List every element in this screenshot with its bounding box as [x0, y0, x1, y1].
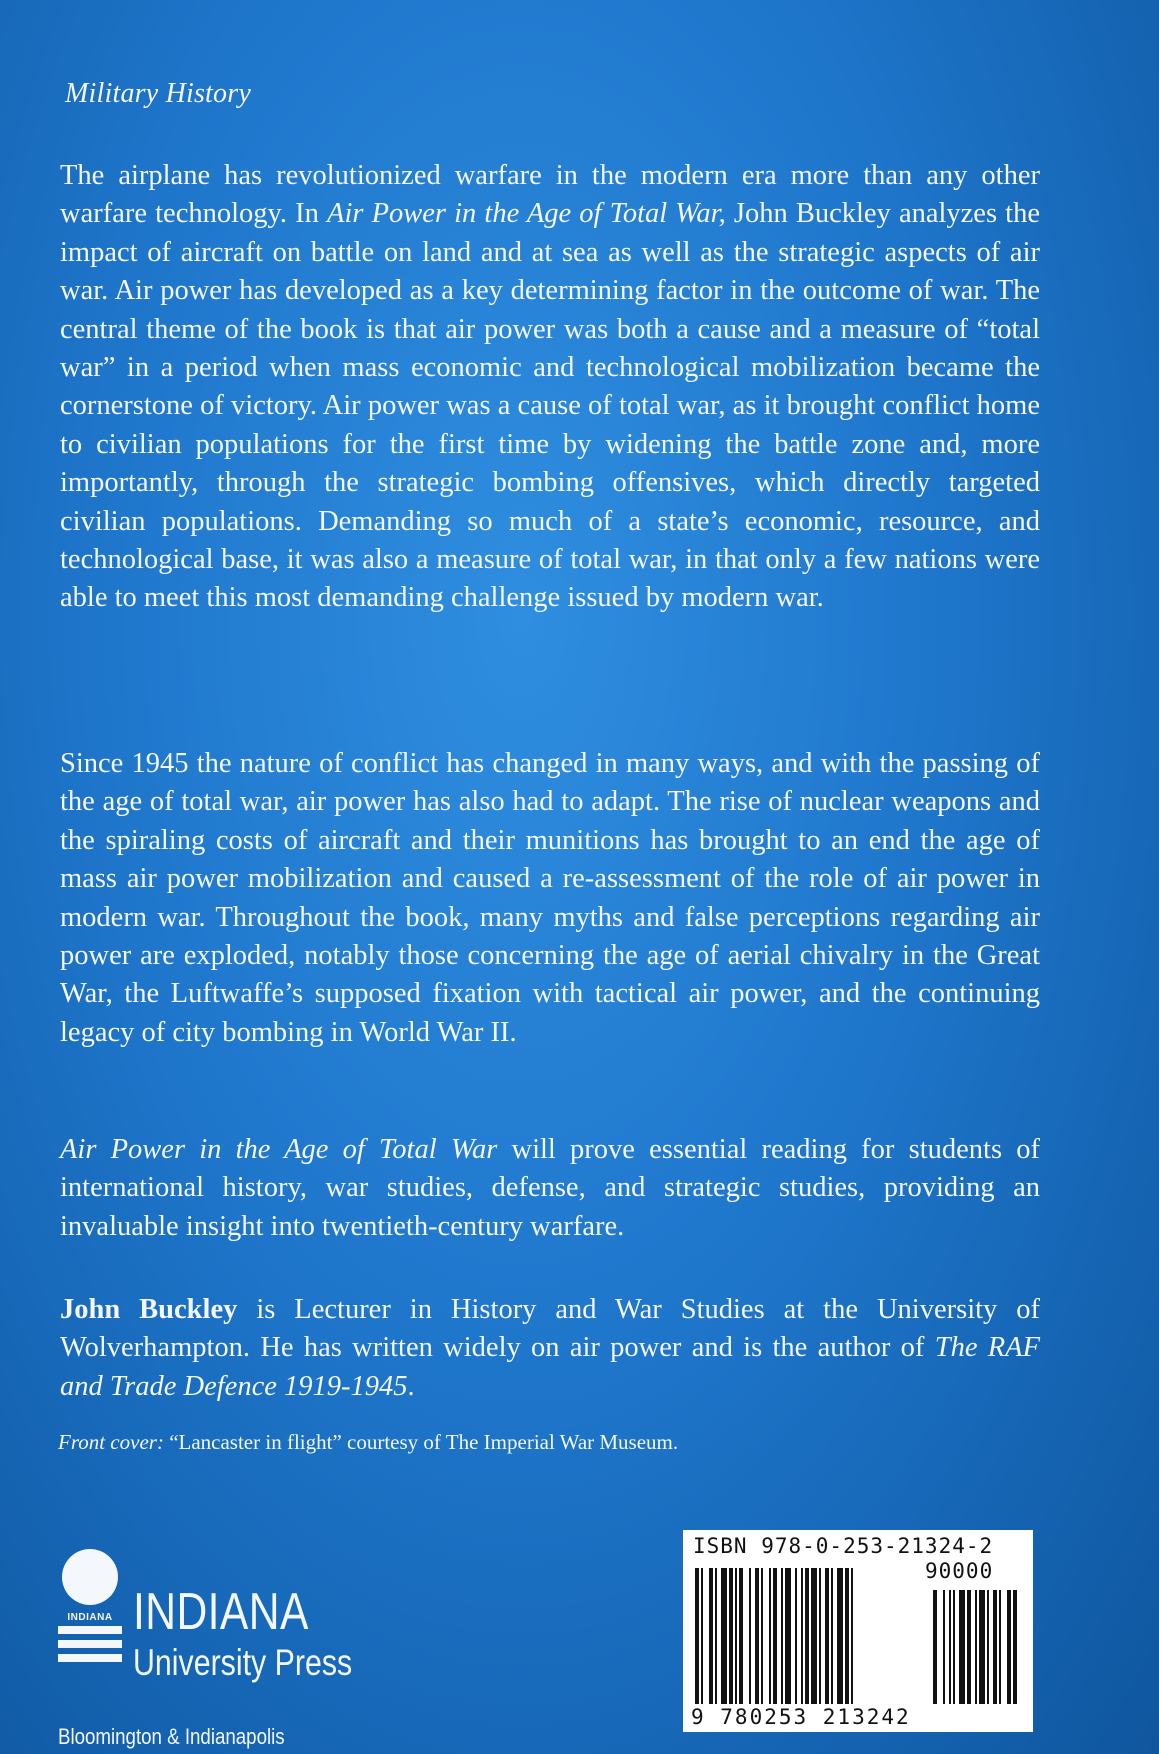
- description-paragraph-3: [60, 1131, 1040, 1246]
- author-bio: [60, 1291, 1040, 1406]
- barcode-block: [683, 1530, 1033, 1732]
- cover-credit: [58, 1430, 678, 1455]
- publisher-city: Bloomington & Indianapolis: [58, 1724, 285, 1749]
- logo-circle-icon: [62, 1549, 118, 1605]
- category-label: Military History: [65, 78, 251, 109]
- logo-bars-icon: [58, 1626, 122, 1668]
- author-bio-end: .: [407, 1370, 415, 1402]
- author-previous-book: The RAF and Trade Defence 1919-1945: [60, 1332, 1040, 1402]
- description-paragraph-1: [60, 157, 1040, 618]
- cover-credit-label: Front cover:: [58, 1430, 164, 1454]
- book-title-italic-2: Air Power in the Age of Total War: [60, 1134, 498, 1165]
- price-code: 90000: [925, 1559, 994, 1583]
- publisher-name: INDIANA: [133, 1583, 309, 1641]
- publisher-subtitle: University Press: [133, 1642, 353, 1683]
- isbn-number: ISBN 978-0-253-21324-2: [693, 1534, 994, 1558]
- author-bio-text: is Lecturer in History and War Studies at the University of Wolverhampton. He has written widely on air power and is the author of: [60, 1294, 1040, 1364]
- description-paragraph-2: [60, 745, 1040, 1052]
- author-name: John Buckley: [60, 1294, 238, 1325]
- paragraph-1-text-a: The airplane has revolutionized warfare in the modern era more than any other warfare technology. In: [60, 160, 1040, 230]
- paragraph-2-text: Since 1945 the nature of conflict has changed in many ways, and with the passing of the age of total war, air power has also had to adapt. The rise of nuclear weapons and the spiraling costs of aircraft and their munitions has brought to an end the age of mass air power mobilization and caused a re-assessment of the role of air power in modern war. Throughout the book, many myths and false perceptions regarding air power are exploded, notably those concerning the age of aerial chivalry in the Great War, the Luftwaffe’s supposed fixation with tactical air power, and the continuing legacy of city bombing in World War II.: [60, 748, 1040, 1048]
- book-title-italic: Air Power in the Age of Total War,: [327, 198, 726, 230]
- paragraph-1-text-b: John Buckley analyzes the impact of aircraft on battle on land and at sea as well as the strategic aspects of air war. Air power has developed as a key determining factor in the outcome of war. The central theme of the book is that air power was both a cause and a measure of “total war” in a period when mass economic and technological mobilization became the cornerstone of victory. Air power was a cause of total war, as it brought conflict home to civilian populations for the first time by widening the battle zone and, more importantly, through the strategic bombing offensives, which directly targeted civilian populations. Demanding so much of a state’s economic, resource, and technological base, it was also a measure of total war, in that only a few nations were able to meet this most demanding challenge issued by modern war.: [60, 198, 1040, 614]
- cover-credit-text: “Lancaster in flight” courtesy of The Imperial War Museum.: [163, 1430, 679, 1454]
- paragraph-3-text: will prove essential reading for students of international history, war studies, defense, and strategic studies, providing an invaluable insight into twentieth-century warfare.: [60, 1134, 1040, 1242]
- logo-tag: INDIANA: [67, 1612, 113, 1623]
- ean-number: 9 780253 213242: [691, 1705, 911, 1729]
